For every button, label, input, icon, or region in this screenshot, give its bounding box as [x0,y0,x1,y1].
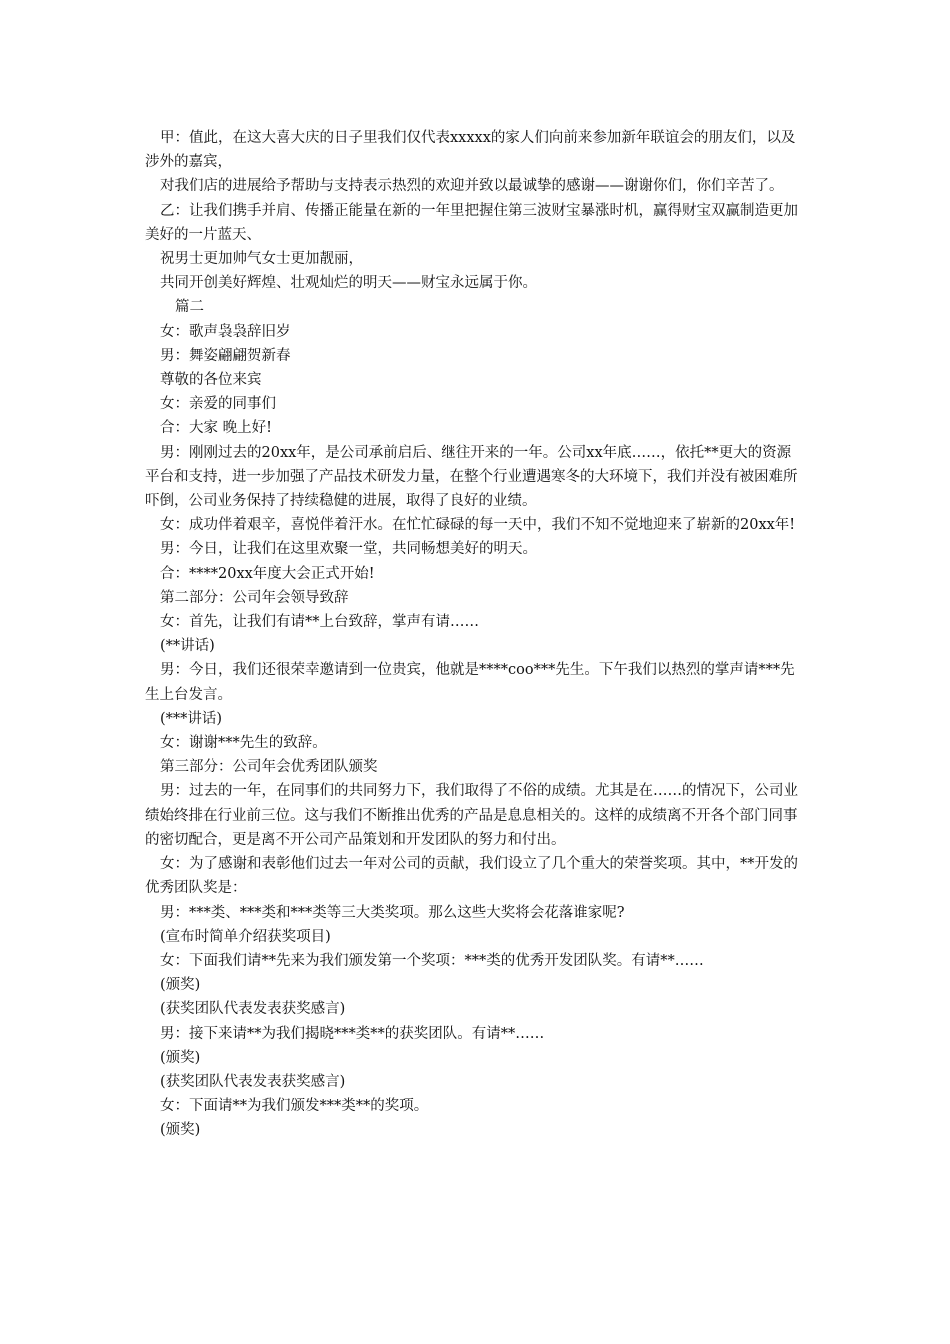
paragraph: 乙：让我们携手并肩、传播正能量在新的一年里把握住第三波财宝暴涨时机，赢得财宝双赢制造更加美好的一片蓝天、 [145,202,798,243]
paragraph: (获奖团队代表发表获奖感言) [160,1001,346,1018]
paragraph: 女：下面我们请**先来为我们颁发第一个奖项：***类的优秀开发团队奖。有请**…… [160,952,704,969]
paragraph: (颁奖) [160,1122,201,1139]
paragraph: 尊敬的各位来宾 [160,372,262,389]
paragraph: (宣布时简单介绍获奖项目) [160,928,331,945]
paragraph: 男：接下来请**为我们揭晓***类**的获奖团队。有请**…… [160,1025,545,1042]
paragraph: 女：下面请**为我们颁发***类**的奖项。 [160,1098,429,1115]
paragraph: 女：亲爱的同事们 [160,396,276,413]
document-body [145,126,805,1143]
paragraph: 女：成功伴着艰辛，喜悦伴着汗水。在忙忙碌碌的每一天中，我们不知不觉地迎来了崭新的20xx年! [160,517,796,534]
paragraph: 男：***类、***类和***类等三大类奖项。那么这些大奖将会花落谁家呢? [160,904,625,921]
paragraph: 共同开创美好辉煌、壮观灿烂的明天——财宝永远属于你。 [160,275,537,292]
paragraph: 合：大家 晚上好! [160,420,272,437]
paragraph: 第二部分：公司年会领导致辞 [160,589,349,606]
paragraph: (颁奖) [160,1049,201,1066]
paragraph: 女：为了感谢和表彰他们过去一年对公司的贡献，我们设立了几个重大的荣誉奖项。其中，**开发的优秀团队奖是： [145,856,798,897]
paragraph: 女：歌声袅袅辞旧岁 [160,323,291,340]
paragraph: 男：舞姿翩翩贺新春 [160,347,291,364]
section-heading: 篇二 [175,299,204,316]
paragraph: 甲：值此，在这大喜大庆的日子里我们仅代表xxxxx的家人们向前来参加新年联谊会的朋友们，以及涉外的嘉宾， [145,130,796,171]
paragraph: 合：****20xx年度大会正式开始! [160,565,375,582]
paragraph: 第三部分：公司年会优秀团队颁奖 [160,759,378,776]
paragraph: 男：今日，让我们在这里欢聚一堂，共同畅想美好的明天。 [160,541,537,558]
paragraph: 祝男士更加帅气女士更加靓丽， [160,251,363,268]
paragraph: 对我们店的进展给予帮助与支持表示热烈的欢迎并致以最诚挚的感谢——谢谢你们，你们辛苦了。 [160,178,784,195]
paragraph: 女：首先，让我们有请**上台致辞，掌声有请…… [160,614,479,631]
paragraph: (获奖团队代表发表获奖感言) [160,1073,346,1090]
paragraph: (颁奖) [160,977,201,994]
paragraph: (**讲话) [160,638,215,655]
paragraph: 男：刚刚过去的20xx年，是公司承前启后、继往开来的一年。公司xx年底……，依托**更大的资源平台和支持，进一步加强了产品技术研发力量，在整个行业遭遇寒冬的大环境下，我们并没有被困难所吓倒，公司业务保持了持续稳健的进展，取得了良好的业绩。 [145,444,798,510]
paragraph: 男：过去的一年，在同事们的共同努力下，我们取得了不俗的成绩。尤其是在……的情况下，公司业绩始终排在行业前三位。这与我们不断推出优秀的产品是息息相关的。这样的成绩离不开各个部门同事的密切配合，更是离不开公司产品策划和开发团队的努力和付出。 [145,783,798,848]
paragraph: 男：今日，我们还很荣幸邀请到一位贵宾，他就是****coo***先生。下午我们以热烈的掌声请***先生上台发言。 [145,662,795,703]
paragraph: (***讲话) [160,710,223,727]
paragraph: 女：谢谢***先生的致辞。 [160,735,327,752]
